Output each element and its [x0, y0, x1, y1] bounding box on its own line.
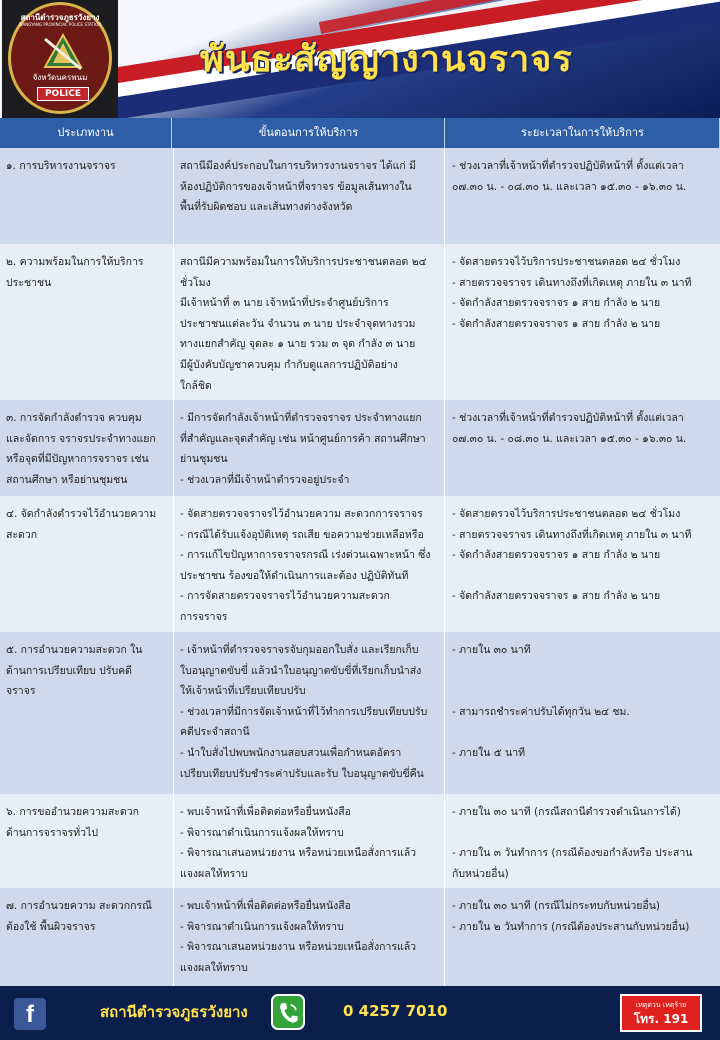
cell-text-line: ด้านการเปรียบเทียบ ปรับคดี	[6, 664, 132, 677]
emergency-hotline-badge[interactable]	[620, 994, 702, 1032]
cell-service-steps	[173, 400, 445, 496]
cell-service-type	[0, 888, 172, 986]
cell-text-line: ประชาชน ร้องขอให้ดำเนินการและต้อง ปฏิบัติทันที	[180, 569, 409, 582]
cell-text-line: การจราจร	[180, 610, 228, 623]
footer-station-name: สถานีตำรวจภูธรวังยาง	[100, 1003, 248, 1021]
cell-text-line: - พิจารณาดำเนินการแจ้งผลให้ทราบ	[180, 826, 344, 839]
cell-text-line: ทางแยกสำคัญ จุดละ ๑ นาย รวม ๓ จุด กำลัง ๓ นาย	[180, 338, 416, 351]
table-row	[0, 888, 720, 986]
cell-text-line: - จัดกำลังสายตรวจจราจร ๑ สาย กำลัง ๒ นาย	[452, 590, 661, 603]
cell-text-line: - ภายใน ๒ วันทำการ (กรณีต้องประสานกับหน่วยอื่น)	[452, 920, 690, 933]
cell-text-line: และจัดการ จราจรประจำทางแยก	[6, 432, 156, 445]
cell-service-steps	[173, 794, 445, 888]
logo-ring	[8, 2, 112, 114]
cell-service-duration	[446, 496, 720, 632]
facebook-icon[interactable]: f	[14, 998, 46, 1030]
cell-service-duration	[446, 400, 720, 496]
cell-text-line: ด้านการจราจรทั่วไป	[6, 826, 99, 839]
cell-service-type	[0, 148, 172, 244]
cell-service-duration	[446, 148, 720, 244]
cell-text-line: - เจ้าหน้าที่ตำรวจจราจรจับกุมออกใบสั่ง และเรียกเก็บ	[180, 644, 419, 656]
cell-text-line: ๐๗.๓๐ น. - ๐๘.๓๐ น. และเวลา ๑๕.๓๐ - ๑๖.๓๐ น.	[452, 180, 687, 193]
cell-service-steps	[173, 888, 445, 986]
logo-province: จังหวัดนครพนม	[32, 73, 88, 82]
cell-text-line: ๔. จัดกำลังตำรวจไว้อำนวยความ	[6, 508, 157, 520]
footer-phone-number[interactable]: 0 4257 7010	[343, 1002, 448, 1020]
logo-station-name: สถานีตำรวจภูธรวังยาง	[20, 13, 100, 22]
cell-text-line: ประชาชนแต่ละวัน จำนวน ๓ นาย ประจำจุดทางรวม	[180, 317, 416, 330]
cell-text-line: ๑. การบริหารงานจราจร	[6, 160, 116, 172]
cell-text-line: - ช่วงเวลาที่มีการจัดเจ้าหน้าที่ไว้ทำการเปรียบเทียบปรับ	[180, 705, 428, 718]
cell-text-line: สถานีมีความพร้อมในการให้บริการประชาชนตลอด ๒๔	[180, 256, 427, 268]
table-row	[0, 244, 720, 400]
cell-text-line: แจงผลให้ทราบ	[180, 867, 248, 880]
phone-icon	[271, 994, 305, 1030]
cell-text-line: - จัดสายตรวจจราจรไว้อำนวยความ สะดวกการจราจร	[180, 508, 423, 520]
logo-station-english: WANGYANG PROVINCIAL POLICE STATION	[18, 22, 102, 27]
cell-text-line: มีเจ้าหน้าที่ ๓ นาย เจ้าหน้าที่ประจำศูนย์บริการ	[180, 297, 389, 310]
cell-text-line: - สามารถชำระค่าปรับได้ทุกวัน ๒๔ ชม.	[452, 705, 630, 718]
cell-service-type	[0, 244, 172, 400]
cell-service-duration	[446, 632, 720, 794]
cell-text-line: หรือจุดที่มีปัญหาการจราจร เช่น	[6, 453, 149, 466]
cell-text-line: - พบเจ้าหน้าที่เพื่อติดต่อหรือยื่นหนังสือ	[180, 806, 351, 818]
cell-service-duration	[446, 888, 720, 986]
cell-text-line: ห้องปฏิบัติการของเจ้าหน้าที่จราจร ข้อมูลเส้นทางใน	[180, 180, 412, 193]
cell-text-line: - ภายใน ๓๐ นาที (กรณีสถานีตำรวจดำเนินการได้)	[452, 806, 681, 818]
cell-text-line: - ช่วงเวลาที่มีเจ้าหน้าตำรวจอยู่ประจำ	[180, 473, 350, 486]
cell-service-type	[0, 400, 172, 496]
cell-text-line	[452, 722, 714, 743]
cell-text-line: ใบอนุญาตขับขี่ แล้วนำใบอนุญาตขับขี่ที่เรียกเก็บนำส่ง	[180, 664, 422, 677]
cell-text-line: - สายตรวจจราจร เดินทางถึงที่เกิดเหตุ ภายใน ๓ นาที	[452, 528, 692, 541]
column-header-type: ประเภทงาน	[0, 118, 172, 148]
cell-text-line: จราจร	[6, 685, 36, 698]
cell-text-line: - จัดสายตรวจไว้บริการประชาชนตลอด ๒๔ ชั่วโมง	[452, 256, 681, 268]
cell-service-type	[0, 632, 172, 794]
cell-text-line	[452, 566, 714, 587]
cell-text-line	[452, 681, 714, 702]
cell-service-steps	[173, 148, 445, 244]
cell-service-steps	[173, 244, 445, 400]
table-row	[0, 400, 720, 496]
cell-text-line: - ภายใน ๓๐ นาที	[452, 644, 531, 656]
table-row	[0, 632, 720, 794]
cell-text-line: ย่านชุมชน	[180, 453, 228, 466]
cell-text-line: สะดวก	[6, 528, 38, 541]
cell-text-line: ๐๗.๓๐ น. - ๐๘.๓๐ น. และเวลา ๑๕.๓๐ - ๑๖.๓๐ น.	[452, 432, 687, 445]
cell-text-line: ใกล้ชิด	[180, 379, 212, 392]
cell-text-line: ๒. ความพร้อมในการให้บริการ	[6, 256, 144, 268]
cell-text-line: กับหน่วยอื่น)	[452, 867, 509, 880]
cell-text-line: - มีการจัดกำลังเจ้าหน้าที่ตำรวจจราจร ประจำทางแยก	[180, 412, 422, 424]
table-header	[0, 118, 720, 148]
cell-text-line: คดีประจำสถานี	[180, 726, 250, 739]
table-row	[0, 794, 720, 888]
page-footer	[0, 986, 720, 1040]
cell-service-type	[0, 794, 172, 888]
cell-text-line: สถานีมีองค์ประกอบในการบริหารงานจราจร ได้แก่ มี	[180, 160, 416, 172]
cell-text-line: - ภายใน ๓๐ นาที (กรณีไม่กระทบกับหน่วยอื่น)	[452, 900, 661, 912]
page-header	[0, 0, 720, 118]
cell-text-line: สถานศึกษา หรือย่านชุมชน	[6, 473, 128, 486]
cell-text-line: - พบเจ้าหน้าที่เพื่อติดต่อหรือยื่นหนังสือ	[180, 900, 351, 912]
cell-text-line: - ภายใน ๓ วันทำการ (กรณีต้องขอกำลังหรือ ประสาน	[452, 847, 693, 860]
cell-text-line: - ช่วงเวลาที่เจ้าหน้าที่ตำรวจปฏิบัติหน้าที่ ตั้งแต่เวลา	[452, 412, 684, 424]
cell-text-line: ๗. การอำนวยความ สะดวกกรณี	[6, 900, 152, 912]
cell-text-line: - พิจารณาเสนอหน่วยงาน หรือหน่วยเหนือสั่งการแล้ว	[180, 941, 417, 954]
cell-text-line: ๓. การจัดกำลังตำรวจ ควบคุม	[6, 412, 142, 424]
cell-text-line: - จัดกำลังสายตรวจจราจร ๑ สาย กำลัง ๒ นาย	[452, 297, 661, 310]
table-row	[0, 496, 720, 632]
column-header-duration: ระยะเวลาในการให้บริการ	[446, 118, 720, 148]
hotline-label: เหตุด่วน เหตุร้าย	[635, 1001, 687, 1009]
cell-text-line: - พิจารณาดำเนินการแจ้งผลให้ทราบ	[180, 920, 344, 933]
cell-text-line: - การจัดสายตรวจจราจรไว้อำนวยความสะดวก	[180, 590, 390, 603]
cell-service-duration	[446, 794, 720, 888]
cell-text-line: เปรียบเทียบปรับชำระค่าปรับและรับ ใบอนุญาตขับขี่คืน	[180, 767, 424, 780]
cell-text-line: ที่สำคัญและจุดสำคัญ เช่น หน้าศูนย์การค้า สถานศึกษา	[180, 432, 426, 445]
cell-text-line: - สายตรวจจราจร เดินทางถึงที่เกิดเหตุ ภายใน ๓ นาที	[452, 276, 692, 289]
table-row	[0, 148, 720, 244]
cell-text-line: แจงผลให้ทราบ	[180, 961, 248, 974]
cell-text-line	[452, 661, 714, 682]
cell-text-line: ชั่วโมง	[180, 276, 211, 289]
police-badge: POLICE	[37, 87, 89, 101]
cell-service-steps	[173, 632, 445, 794]
service-table	[0, 118, 720, 986]
cell-text-line: ประชาชน	[6, 276, 52, 289]
cell-text-line: ต้องใช้ พื้นผิวจราจร	[6, 920, 96, 933]
cell-text-line: พื้นที่รับผิดชอบ และเส้นทางต่างจังหวัด	[180, 201, 353, 214]
police-logo	[2, 0, 118, 118]
cell-text-line	[452, 823, 714, 844]
page-title: พันธะสัญญางานจราจร	[200, 39, 573, 80]
cell-text-line: - จัดกำลังสายตรวจจราจร ๑ สาย กำลัง ๒ นาย	[452, 549, 661, 562]
cell-text-line: - กรณีได้รับแจ้งอุบัติเหตุ รถเสีย ขอความช่วยเหลือหรือ	[180, 528, 424, 541]
cell-text-line: มีผู้บังคับบัญชาควบคุม กำกับดูแลการปฏิบัติอย่าง	[180, 358, 398, 371]
cell-text-line: - การแก้ไขปัญหาการจราจรกรณี เร่งด่วนเฉพาะหน้า ซึ่ง	[180, 549, 431, 562]
cell-text-line: - ช่วงเวลาที่เจ้าหน้าที่ตำรวจปฏิบัติหน้าที่ ตั้งแต่เวลา	[452, 160, 684, 172]
hotline-number: โทร. 191	[633, 1012, 689, 1026]
column-header-steps: ขั้นตอนการให้บริการ	[173, 118, 445, 148]
cell-service-steps	[173, 496, 445, 632]
cell-text-line: - นำใบสั่งไปพบพนักงานสอบสวนเพื่อกำหนดอัตรา	[180, 746, 402, 759]
cell-text-line: - จัดกำลังสายตรวจจราจร ๑ สาย กำลัง ๒ นาย	[452, 317, 661, 330]
cell-text-line: - พิจารณาเสนอหน่วยงาน หรือหน่วยเหนือสั่งการแล้ว	[180, 847, 417, 860]
cell-text-line: - จัดสายตรวจไว้บริการประชาชนตลอด ๒๔ ชั่วโมง	[452, 508, 681, 520]
cell-text-line: ๖. การขออำนวยความสะดวก	[6, 806, 140, 818]
cell-service-duration	[446, 244, 720, 400]
cell-text-line: ๕. การอำนวยความสะดวก ใน	[6, 644, 143, 656]
shield-emblem-icon	[41, 33, 85, 71]
cell-service-type	[0, 496, 172, 632]
cell-text-line: - ภายใน ๕ นาที	[452, 746, 526, 759]
cell-text-line: ให้เจ้าหน้าที่เปรียบเทียบปรับ	[180, 685, 306, 698]
